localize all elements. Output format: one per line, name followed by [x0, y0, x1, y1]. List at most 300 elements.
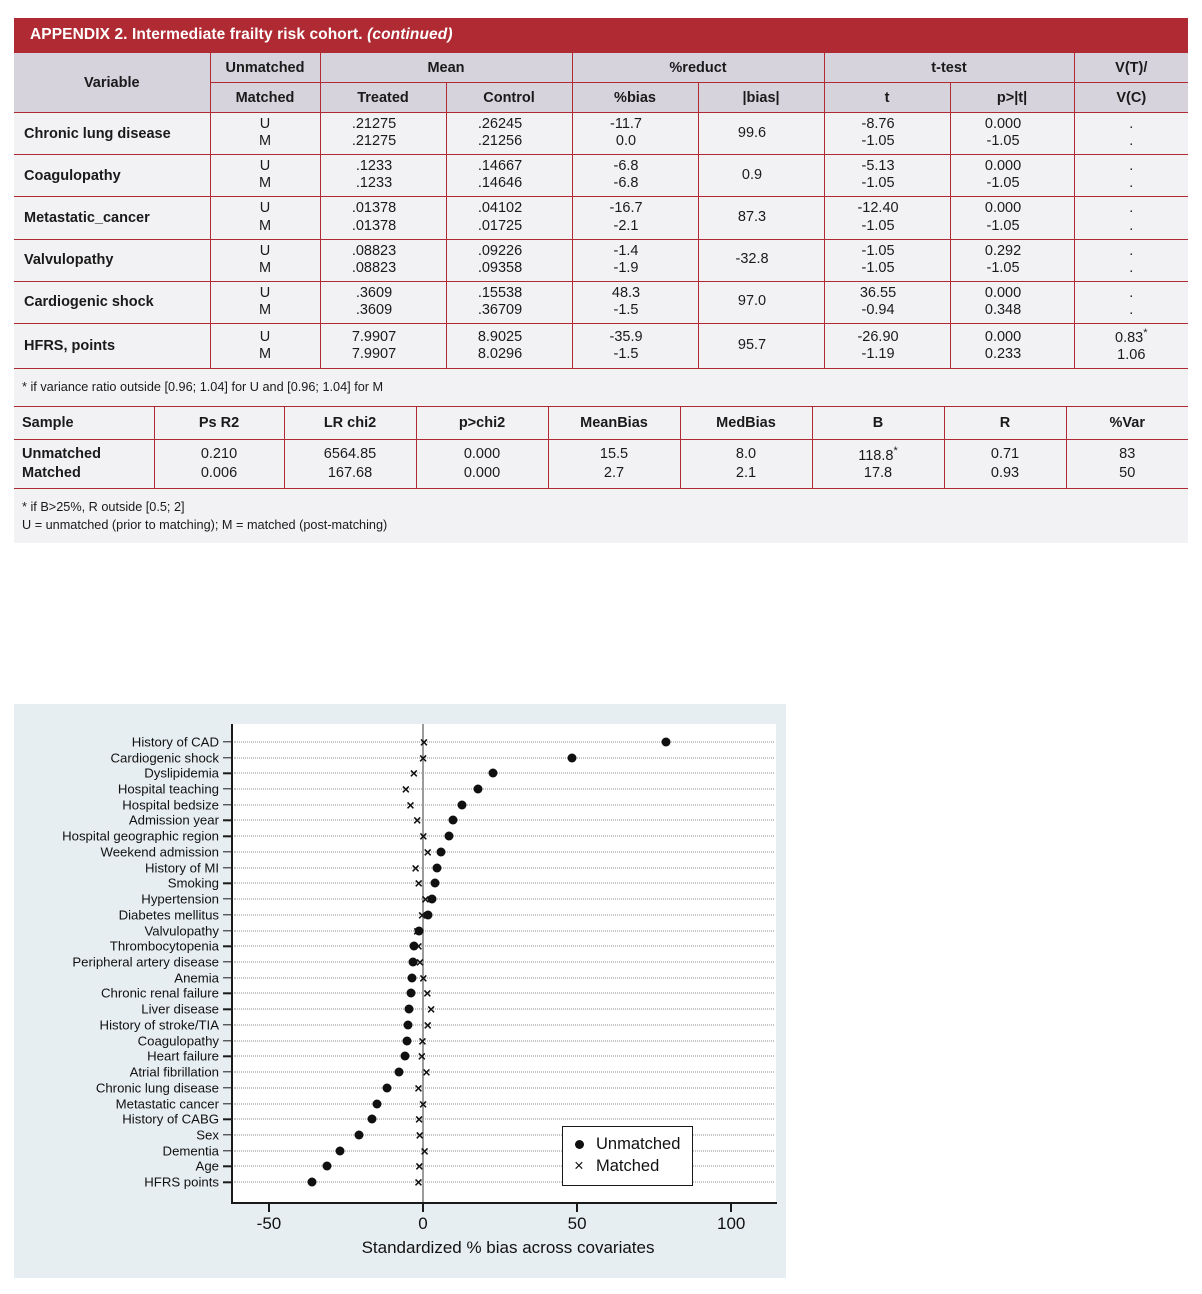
summary-cell-col-2 [284, 439, 416, 488]
gridline [234, 977, 774, 978]
match-flag-cell [210, 239, 320, 281]
table-header-row-top [14, 53, 1188, 83]
y-axis-label-12: Valvulopathy [144, 922, 219, 938]
footnote-b: * if B>25%, R outside [0.5; 2] [22, 499, 185, 514]
summary-cell-col-6 [812, 439, 944, 488]
gridline [234, 820, 774, 821]
legend-label-1: Matched [596, 1157, 660, 1176]
abs-bias-cell [698, 239, 824, 281]
y-tick-mark [223, 1103, 232, 1104]
data-point-matched: × [414, 1079, 423, 1096]
plot-background [232, 724, 776, 1202]
pct-bias-matched: 0.0 [615, 133, 637, 150]
gridline [234, 1056, 774, 1057]
t-stat-unmatched: -5.13 [861, 158, 895, 175]
control-mean-unmatched: 8.9025 [477, 328, 523, 345]
pct-bias-unmatched: -11.7 [610, 116, 642, 132]
y-axis-label-4: Hospital bedsize [122, 797, 219, 813]
summary-value-r1-c2: 0.000 [463, 464, 501, 481]
y-axis-label-16: Chronic renal failure [100, 985, 219, 1001]
header-unmatched: Unmatched [210, 53, 320, 83]
x-axis-line [231, 1202, 777, 1204]
y-tick-mark [223, 930, 232, 931]
variance-ratio-cell [1074, 197, 1188, 239]
variance-ratio-cell [1074, 113, 1188, 155]
abs-bias-matched: 99.6 [737, 124, 767, 141]
control-mean-cell [446, 113, 572, 155]
data-point-matched: × [419, 733, 429, 750]
y-tick-mark [223, 773, 232, 774]
row-variable-name: HFRS, points [14, 324, 210, 369]
row-variable-name: Cardiogenic shock [14, 281, 210, 323]
p-value-cell [950, 155, 1074, 197]
data-point-matched: × [415, 1126, 424, 1143]
summary-value-r0-c4: 8.0 [735, 446, 757, 463]
pct-bias-cell [572, 113, 698, 155]
data-point-unmatched [473, 785, 482, 794]
summary-header-row [14, 406, 1188, 439]
y-tick-mark [223, 1024, 232, 1025]
pct-bias-matched: -2.1 [613, 217, 639, 234]
data-point-matched: × [413, 922, 422, 939]
data-point-unmatched [662, 737, 671, 746]
footnote-variance-ratio: * if variance ratio outside [0.96; 1.04] for U and [0.96; 1.04] for M [14, 369, 1188, 405]
x-tick-label-2: 50 [567, 1214, 587, 1233]
treated-mean-matched: .08823 [351, 259, 397, 276]
y-axis-label-25: Sex [196, 1127, 219, 1143]
control-mean-cell [446, 281, 572, 323]
balance-table [14, 53, 1188, 369]
y-tick-mark [223, 804, 232, 805]
table-row [14, 197, 1188, 239]
variance-ratio-unmatched: . [1129, 116, 1134, 132]
gridline [234, 962, 774, 963]
gridline [234, 773, 774, 774]
bias-chart [14, 704, 786, 1278]
table-row [14, 281, 1188, 323]
y-axis-label-5: Admission year [128, 812, 219, 828]
match-flag-matched: M [258, 301, 272, 318]
summary-header-2: LR chi2 [284, 406, 416, 439]
data-point-matched: × [426, 1001, 436, 1018]
data-point-matched: × [401, 781, 410, 798]
data-point-unmatched [407, 973, 416, 982]
t-stat-unmatched: -1.05 [861, 242, 895, 259]
data-point-matched: × [423, 1016, 432, 1033]
t-stat-unmatched: -8.76 [861, 116, 895, 132]
abs-bias-matched: 95.7 [737, 337, 767, 354]
pct-bias-unmatched: -6.8 [613, 158, 639, 175]
data-point-matched: × [418, 1095, 428, 1112]
header-p-t: p>|t| [950, 83, 1074, 113]
header-variance-ratio-top: V(T)/ [1074, 53, 1188, 83]
data-point-unmatched [433, 863, 442, 872]
data-point-unmatched [395, 1068, 404, 1077]
data-point-unmatched [457, 800, 466, 809]
y-tick-mark [223, 788, 232, 789]
treated-mean-matched: 7.9907 [351, 345, 397, 362]
summary-value-r0-c0: 0.210 [200, 446, 238, 463]
treated-mean-unmatched: .21275 [351, 116, 397, 132]
variance-ratio-matched: . [1129, 217, 1134, 234]
p-value-unmatched: 0.000 [984, 158, 1022, 175]
header-t-test: t-test [824, 53, 1074, 83]
pct-bias-matched: -1.5 [613, 301, 639, 318]
gridline [234, 1040, 774, 1041]
treated-mean-unmatched: .1233 [355, 158, 393, 175]
y-tick-mark [223, 993, 232, 994]
match-flag-unmatched: U [259, 158, 271, 175]
gridline [234, 883, 774, 884]
abs-bias-cell [698, 155, 824, 197]
variance-ratio-unmatched: . [1129, 200, 1134, 217]
y-axis-label-22: Chronic lung disease [95, 1080, 219, 1096]
control-mean-matched: .01725 [477, 217, 523, 234]
treated-mean-matched: .3609 [355, 301, 393, 318]
t-stat-cell [824, 324, 950, 369]
summary-value-r0-c1: 6564.85 [323, 446, 377, 463]
data-point-matched: × [413, 812, 422, 829]
row-variable-name: Chronic lung disease [14, 113, 210, 155]
control-mean-matched: .36709 [477, 301, 523, 318]
variance-ratio-matched: . [1129, 259, 1134, 276]
summary-table [14, 406, 1188, 489]
appendix-table-block [14, 18, 1188, 543]
summary-cell-col-3 [416, 439, 548, 488]
p-value-unmatched: 0.000 [984, 116, 1022, 132]
treated-mean-matched: .1233 [355, 175, 393, 192]
data-point-matched: × [414, 938, 423, 955]
match-flag-matched: M [258, 175, 272, 192]
summary-value-r1-c1: 167.68 [327, 464, 373, 481]
y-tick-mark [223, 1071, 232, 1072]
y-axis-label-27: Age [195, 1158, 219, 1174]
y-axis-label-23: Metastatic cancer [115, 1095, 219, 1111]
gridline [234, 757, 774, 758]
t-stat-matched: -1.19 [861, 345, 895, 362]
balance-table-body [14, 113, 1188, 369]
header-abs-bias: |bias| [698, 83, 824, 113]
y-axis-label-10: Hypertension [141, 891, 219, 907]
data-point-matched: × [414, 1111, 424, 1128]
data-point-unmatched [405, 1005, 414, 1014]
header-treated: Treated [320, 83, 446, 113]
summary-value-r1-c4: 2.1 [735, 464, 757, 481]
y-tick-mark [223, 883, 232, 884]
header-variance-ratio-bottom: V(C) [1074, 83, 1188, 113]
y-tick-mark [223, 961, 232, 962]
header-variable: Variable [14, 53, 210, 113]
treated-mean-unmatched: .3609 [355, 284, 393, 301]
data-point-matched: × [418, 749, 428, 766]
abs-bias-matched: 97.0 [737, 293, 767, 310]
y-tick-mark [223, 1119, 232, 1120]
treated-mean-cell [320, 239, 446, 281]
summary-header-8: %Var [1066, 406, 1188, 439]
variance-ratio-matched: . [1129, 301, 1134, 318]
data-point-unmatched [488, 769, 497, 778]
x-tick-mark [422, 1203, 424, 1212]
variance-ratio-matched: . [1129, 133, 1134, 150]
match-flag-cell [210, 197, 320, 239]
pct-bias-cell [572, 281, 698, 323]
y-axis-label-8: History of MI [144, 860, 219, 876]
data-point-matched: × [417, 1048, 426, 1065]
treated-mean-unmatched: 7.9907 [351, 328, 397, 345]
treated-mean-cell [320, 113, 446, 155]
pct-bias-matched: -1.9 [613, 259, 639, 276]
t-stat-unmatched: 36.55 [859, 284, 897, 301]
match-flag-matched: M [258, 133, 272, 150]
summary-header-3: p>chi2 [416, 406, 548, 439]
y-tick-mark [223, 741, 232, 742]
y-tick-mark [223, 1087, 232, 1088]
y-tick-mark [223, 1040, 232, 1041]
data-point-unmatched [372, 1099, 381, 1108]
y-axis-line [231, 724, 233, 1202]
data-point-matched: × [422, 1064, 431, 1081]
y-axis-label-21: Atrial fibrillation [129, 1064, 219, 1080]
gridline [234, 836, 774, 837]
y-axis-label-24: History of CABG [122, 1111, 219, 1127]
pct-bias-unmatched: -1.4 [613, 242, 639, 259]
appendix-title-bar [14, 18, 1188, 53]
summary-value-r0-c6: 0.71 [990, 446, 1020, 463]
gridline [234, 741, 774, 742]
x-tick-label-0: -50 [256, 1214, 282, 1233]
control-mean-unmatched: .09226 [477, 242, 523, 259]
p-value-cell [950, 113, 1074, 155]
y-axis-label-17: Liver disease [141, 1001, 219, 1017]
appendix-title-main: APPENDIX 2. Intermediate frailty risk cohort. [30, 26, 363, 43]
match-flag-cell [210, 155, 320, 197]
summary-header-7: R [944, 406, 1066, 439]
summary-header-6: B [812, 406, 944, 439]
y-tick-mark [223, 867, 232, 868]
header-pct-reduct: %reduct [572, 53, 824, 83]
summary-header-5: MedBias [680, 406, 812, 439]
data-point-matched: × [415, 954, 425, 970]
y-tick-mark [223, 1008, 232, 1009]
legend-dot-icon [575, 1140, 584, 1149]
pct-bias-unmatched: -16.7 [609, 200, 643, 217]
data-point-matched: × [419, 828, 428, 845]
treated-mean-matched: .21275 [351, 133, 397, 150]
x-tick-label-3: 100 [716, 1214, 746, 1233]
data-point-unmatched [436, 847, 445, 856]
control-mean-matched: .21256 [477, 133, 523, 150]
t-stat-matched: -1.05 [861, 259, 895, 276]
y-tick-mark [223, 977, 232, 978]
data-point-unmatched [449, 816, 458, 825]
t-stat-cell [824, 281, 950, 323]
match-flag-unmatched: U [259, 200, 271, 217]
variance-ratio-matched: 1.06 [1117, 347, 1146, 364]
t-stat-unmatched: -12.40 [857, 200, 899, 217]
gridline [234, 1024, 774, 1025]
abs-bias-cell [698, 197, 824, 239]
variance-ratio-unmatched: . [1129, 158, 1134, 175]
match-flag-cell [210, 281, 320, 323]
data-point-matched: × [423, 985, 432, 1002]
y-tick-mark [223, 851, 232, 852]
summary-cell-col-1 [154, 439, 284, 488]
summary-value-r0-c3: 15.5 [599, 446, 629, 463]
variance-ratio-unmatched: 0.83* [1115, 327, 1148, 346]
y-tick-mark [223, 1056, 232, 1057]
y-axis-label-7: Weekend admission [100, 844, 219, 860]
control-mean-unmatched: .26245 [477, 116, 523, 132]
y-tick-mark [223, 946, 232, 947]
p-value-matched: 0.233 [984, 345, 1022, 362]
y-axis-label-15: Anemia [174, 970, 219, 986]
y-axis-label-20: Heart failure [147, 1048, 219, 1064]
gridline [234, 1103, 774, 1104]
summary-header-1: Ps R2 [154, 406, 284, 439]
footnote-block [14, 489, 1188, 544]
x-tick-mark [730, 1203, 732, 1212]
gridline [234, 1009, 774, 1010]
header-t: t [824, 83, 950, 113]
data-point-unmatched [354, 1130, 363, 1139]
t-stat-cell [824, 239, 950, 281]
p-value-matched: -1.05 [986, 217, 1020, 234]
control-mean-cell [446, 155, 572, 197]
summary-row-label-0: Unmatched [22, 446, 101, 463]
p-value-matched: 0.348 [984, 301, 1022, 318]
p-value-unmatched: 0.000 [984, 200, 1022, 217]
data-point-matched: × [414, 875, 423, 892]
control-mean-unmatched: .14667 [477, 158, 523, 175]
treated-mean-matched: .01378 [351, 217, 397, 234]
abs-bias-cell [698, 324, 824, 369]
table-row [14, 113, 1188, 155]
y-tick-mark [223, 898, 232, 899]
y-axis-label-1: Cardiogenic shock [110, 749, 219, 765]
variance-ratio-cell [1074, 281, 1188, 323]
summary-cell-col-8 [1066, 439, 1188, 488]
pct-bias-cell [572, 197, 698, 239]
table-row [14, 324, 1188, 369]
treated-mean-cell [320, 197, 446, 239]
summary-header-0: Sample [14, 406, 154, 439]
summary-value-r1-c6: 0.93 [990, 464, 1020, 481]
match-flag-unmatched: U [259, 328, 271, 345]
y-axis-label-13: Thrombocytopenia [109, 938, 219, 954]
data-point-matched: × [406, 796, 415, 813]
gridline [234, 804, 774, 805]
p-value-cell [950, 281, 1074, 323]
header-matched: Matched [210, 83, 320, 113]
pct-bias-matched: -6.8 [613, 175, 639, 192]
t-stat-matched: -1.05 [861, 175, 895, 192]
gridline [234, 1119, 774, 1120]
p-value-unmatched: 0.000 [984, 328, 1022, 345]
y-axis-label-6: Hospital geographic region [62, 828, 219, 844]
footnote-um: U = unmatched (prior to matching); M = matched (post-matching) [22, 517, 388, 532]
row-variable-name: Valvulopathy [14, 239, 210, 281]
header-mean: Mean [320, 53, 572, 83]
data-point-matched: × [411, 859, 420, 876]
x-axis-title: Standardized % bias across covariates [361, 1238, 655, 1257]
summary-cell-col-5 [680, 439, 812, 488]
match-flag-unmatched: U [259, 284, 271, 301]
data-point-unmatched [401, 1052, 410, 1061]
p-value-cell [950, 324, 1074, 369]
data-point-unmatched [444, 832, 453, 841]
data-point-unmatched [406, 989, 415, 998]
t-stat-cell [824, 155, 950, 197]
data-point-matched: × [420, 1142, 429, 1159]
data-point-unmatched [382, 1083, 391, 1092]
t-stat-matched: -1.05 [861, 133, 895, 150]
variance-ratio-cell [1074, 239, 1188, 281]
legend-dot-icon [571, 1133, 587, 1155]
treated-mean-unmatched: .01378 [351, 200, 397, 217]
t-stat-cell [824, 197, 950, 239]
x-tick-label-1: 0 [418, 1214, 428, 1233]
appendix-title-continued: (continued) [367, 26, 453, 43]
summary-value-r1-c5: 17.8 [863, 465, 893, 482]
abs-bias-matched: 0.9 [741, 166, 763, 183]
y-axis-label-0: History of CAD [131, 734, 219, 750]
control-mean-cell [446, 197, 572, 239]
abs-bias-cell [698, 281, 824, 323]
legend-item-matched [571, 1155, 680, 1177]
control-mean-matched: .14646 [477, 175, 523, 192]
pct-bias-cell [572, 239, 698, 281]
y-axis-label-2: Dyslipidemia [144, 765, 219, 781]
variance-ratio-cell [1074, 324, 1188, 369]
match-flag-matched: M [258, 345, 272, 362]
y-axis-label-18: History of stroke/TIA [99, 1017, 219, 1033]
data-point-unmatched [308, 1178, 317, 1187]
y-tick-mark [223, 836, 232, 837]
x-tick-mark [268, 1203, 270, 1212]
y-tick-mark [223, 1150, 232, 1151]
variance-ratio-unmatched: . [1129, 242, 1134, 259]
pct-bias-cell [572, 155, 698, 197]
summary-value-r0-c5: 118.8* [858, 444, 898, 464]
y-axis-label-9: Smoking [167, 875, 219, 891]
control-mean-matched: .09358 [477, 259, 523, 276]
y-tick-mark [223, 757, 232, 758]
control-mean-unmatched: .15538 [477, 284, 523, 301]
data-point-unmatched [367, 1115, 376, 1124]
data-point-unmatched [335, 1146, 344, 1155]
row-variable-name: Metastatic_cancer [14, 197, 210, 239]
summary-value-r1-c3: 2.7 [603, 464, 625, 481]
summary-row-labels [14, 439, 154, 488]
match-flag-unmatched: U [259, 242, 271, 259]
y-tick-mark [223, 1134, 232, 1135]
match-flag-cell [210, 324, 320, 369]
chart-legend [562, 1126, 693, 1186]
y-axis-label-19: Coagulopathy [137, 1033, 219, 1049]
match-flag-matched: M [258, 259, 272, 276]
p-value-cell [950, 239, 1074, 281]
data-point-matched: × [418, 906, 427, 923]
gridline [234, 789, 774, 790]
y-axis-label-28: HFRS points [144, 1174, 219, 1190]
t-stat-matched: -0.94 [861, 301, 895, 318]
header-control: Control [446, 83, 572, 113]
y-tick-mark [223, 914, 232, 915]
data-point-matched: × [423, 843, 432, 860]
summary-value-r0-c7: 83 [1119, 446, 1136, 463]
t-stat-matched: -1.05 [861, 217, 895, 234]
summary-cell-col-7 [944, 439, 1066, 488]
